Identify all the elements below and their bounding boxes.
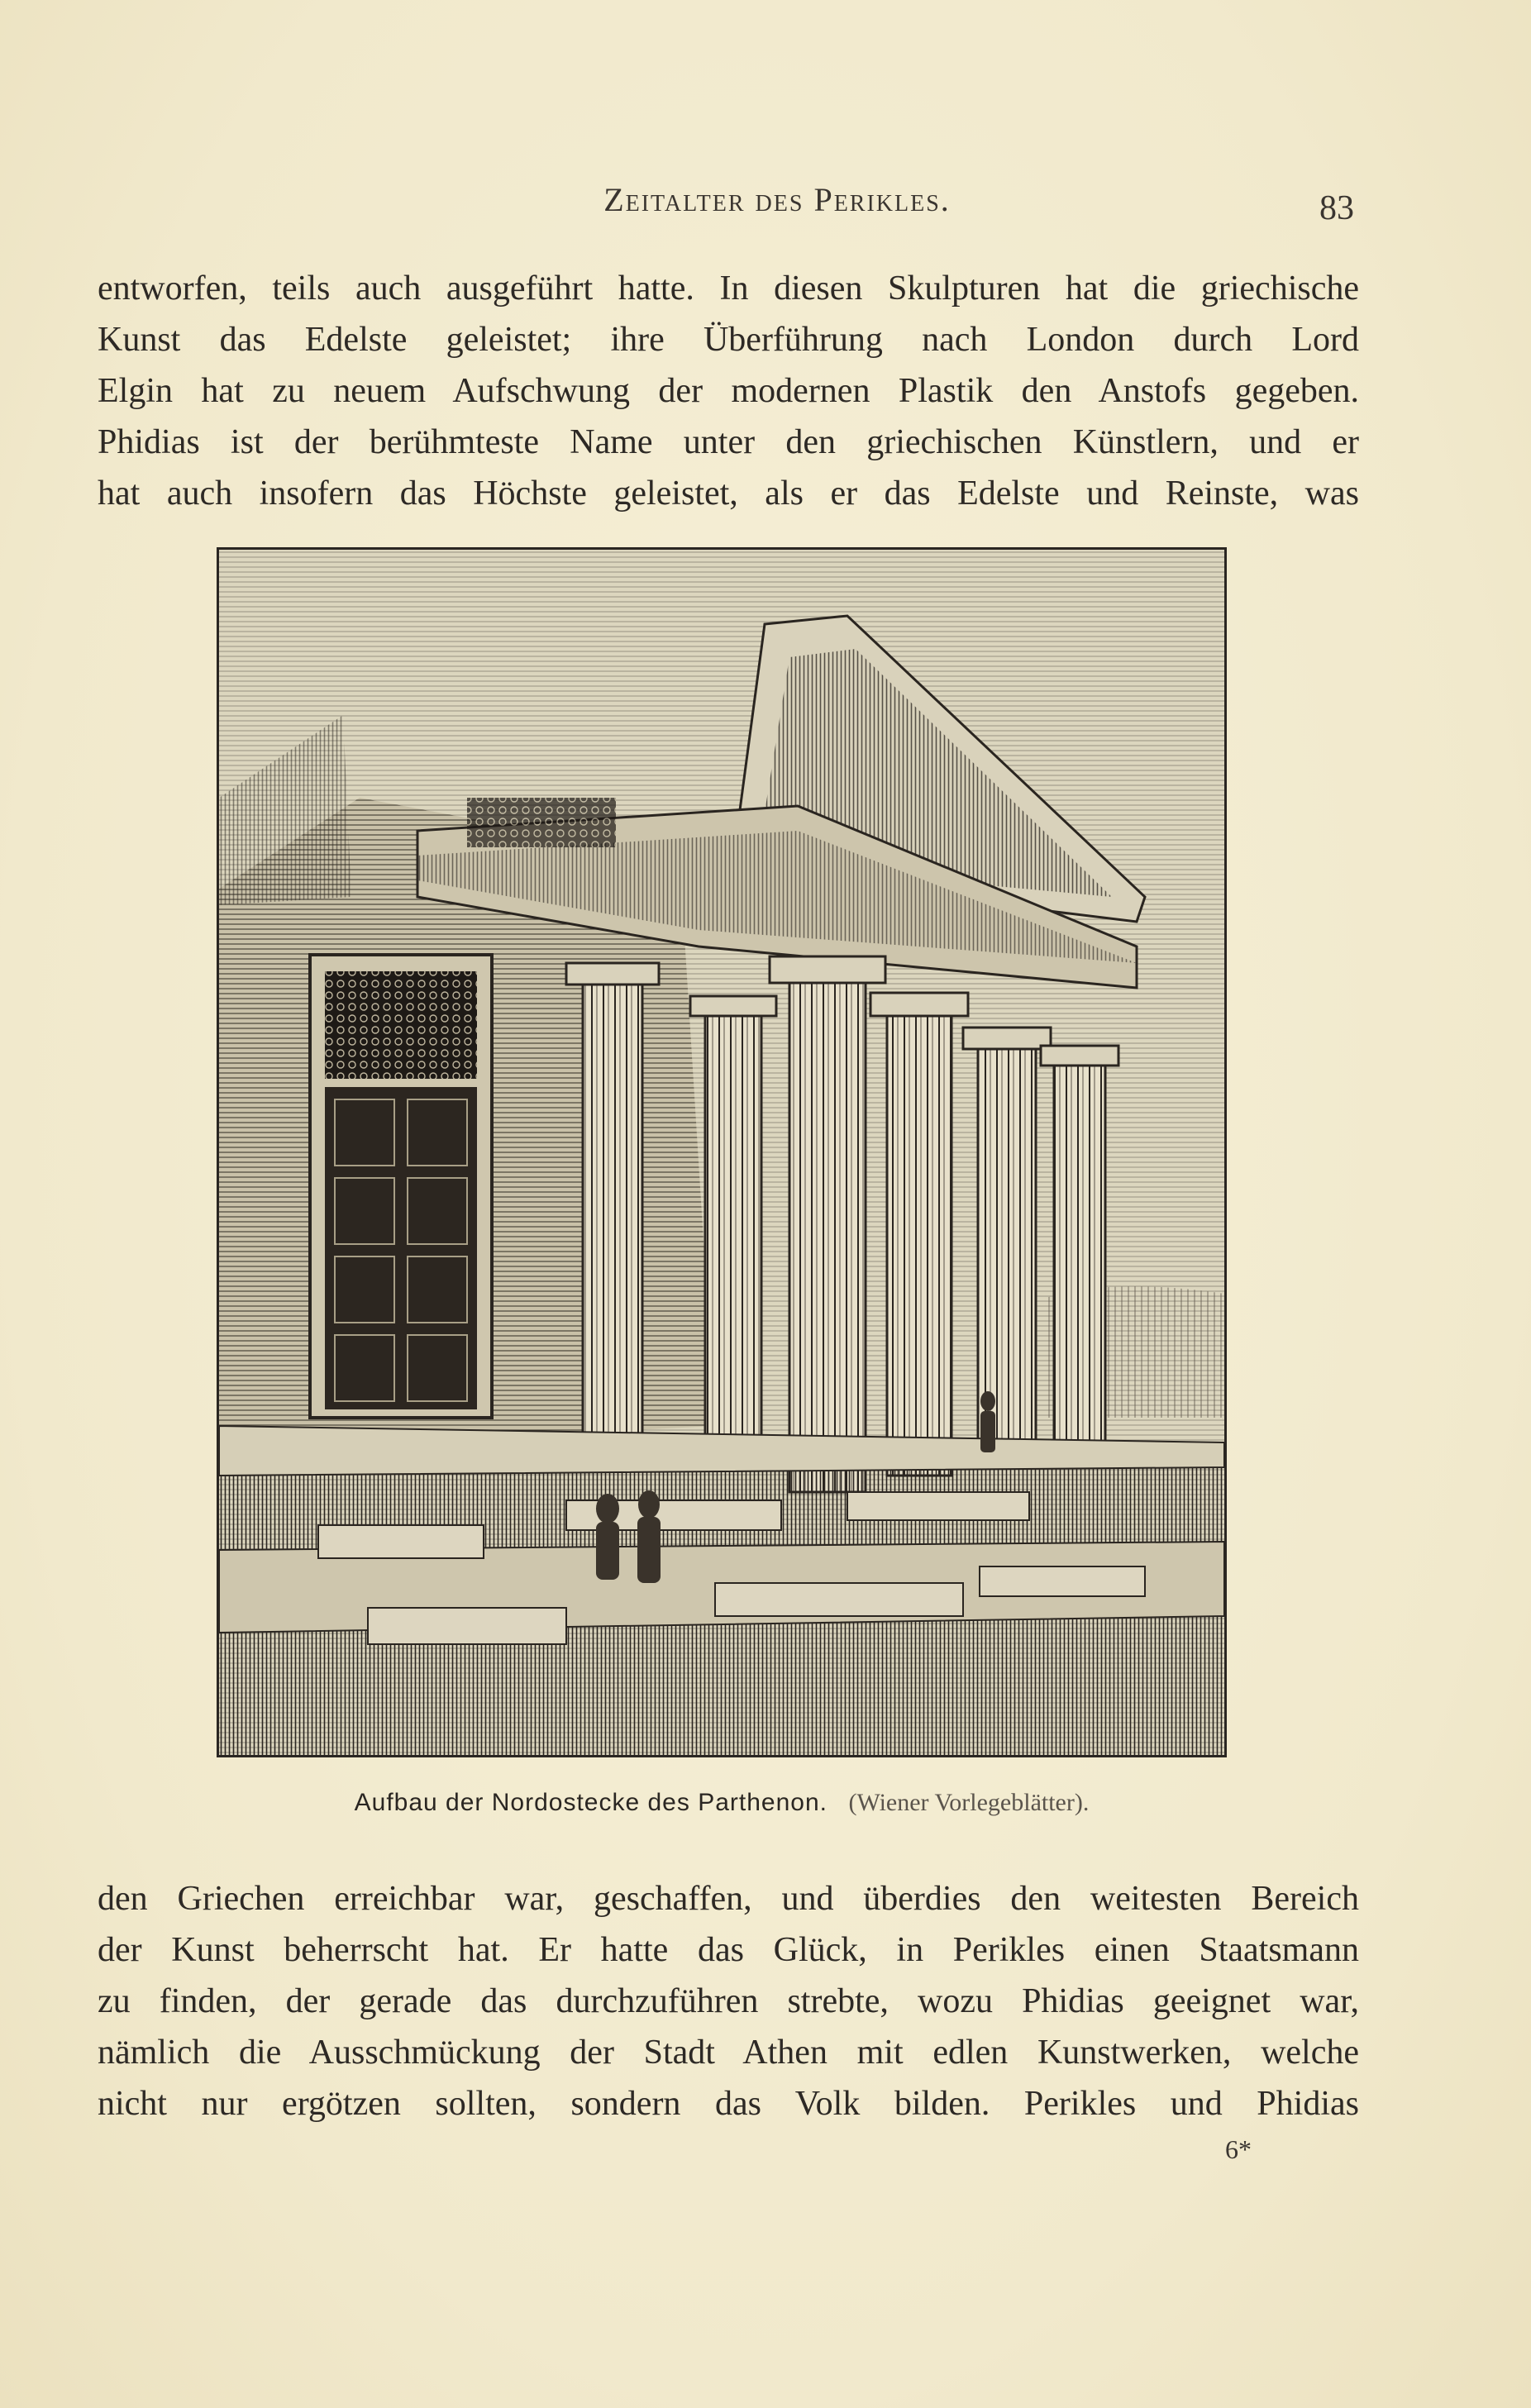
column-capital bbox=[1041, 1046, 1118, 1066]
page-number: 83 bbox=[1319, 189, 1354, 227]
column bbox=[789, 980, 866, 1492]
column bbox=[583, 980, 642, 1459]
text-line: Phidias ist der berühmteste Name unter den griechischen Künstlern, und er bbox=[98, 423, 1359, 461]
text-line: zu finden, der gerade das durchzuführen strebte, wozu Phidias geeignet war, bbox=[98, 1982, 1359, 2020]
column-capital bbox=[770, 956, 885, 983]
running-head: Zeitalter des Perikles. bbox=[603, 181, 951, 218]
step-block bbox=[368, 1608, 566, 1644]
human-figure bbox=[637, 1517, 661, 1583]
body-text-bottom bbox=[98, 1873, 1359, 2129]
figure-caption bbox=[217, 1789, 1227, 1817]
engraving-illustration bbox=[219, 550, 1224, 1755]
step-block bbox=[715, 1583, 963, 1616]
text-line: entworfen, teils auch ausgeführt hatte. In diesen Skulpturen hat die griechische bbox=[98, 269, 1359, 308]
ceiling-coffers bbox=[467, 798, 616, 847]
column bbox=[1054, 1062, 1105, 1451]
door-grille bbox=[325, 971, 477, 1079]
human-figure bbox=[638, 1490, 660, 1519]
human-figure bbox=[596, 1522, 619, 1580]
parthenon-engraving bbox=[217, 547, 1227, 1757]
text-line: hat auch insofern das Höchste geleistet, als er das Edelste und Reinste, was bbox=[98, 474, 1359, 513]
step-block bbox=[318, 1525, 484, 1558]
text-line: nicht nur ergötzen sollten, sondern das Volk bilden. Perikles und Phidias bbox=[98, 2085, 1359, 2123]
column-capital bbox=[870, 993, 968, 1016]
signature-mark: 6* bbox=[1225, 2134, 1252, 2164]
human-figure bbox=[980, 1411, 995, 1452]
column-capital bbox=[690, 996, 776, 1016]
text-line: Elgin hat zu neuem Aufschwung der modernen Plastik den Anstofs gegeben. bbox=[98, 372, 1359, 410]
column bbox=[705, 1013, 761, 1459]
column-capital bbox=[963, 1028, 1051, 1049]
text-line: der Kunst beherrscht hat. Er hatte das Glück, in Perikles einen Staatsmann bbox=[98, 1931, 1359, 1969]
step-block bbox=[847, 1492, 1029, 1520]
door-panels bbox=[325, 1087, 477, 1409]
human-figure bbox=[980, 1391, 995, 1411]
step-block bbox=[980, 1566, 1145, 1596]
human-figure bbox=[596, 1494, 619, 1523]
caption-source: (Wiener Vorlegeblätter). bbox=[848, 1789, 1090, 1816]
column bbox=[887, 1013, 952, 1476]
caption-title: Aufbau der Nordostecke des Parthenon. bbox=[354, 1789, 828, 1816]
text-line: nämlich die Ausschmückung der Stadt Athen mit edlen Kunstwerken, welche bbox=[98, 2034, 1359, 2072]
body-text-top bbox=[98, 263, 1359, 519]
text-line: Kunst das Edelste geleistet; ihre Überführung nach London durch Lord bbox=[98, 321, 1359, 359]
text-line: den Griechen erreichbar war, geschaffen, und überdies den weitesten Bereich bbox=[98, 1880, 1359, 1918]
column-capital bbox=[566, 963, 659, 985]
